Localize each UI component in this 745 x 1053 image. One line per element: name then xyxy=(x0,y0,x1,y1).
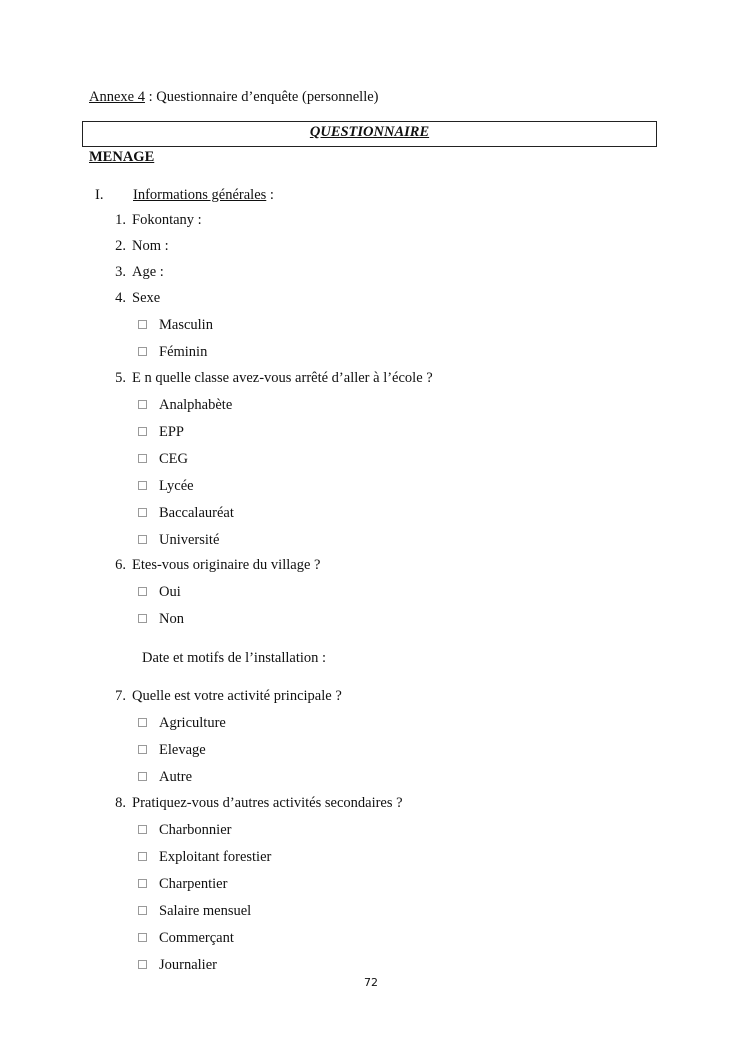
part-title: Informations générales xyxy=(133,187,267,203)
option-label: Salaire mensuel xyxy=(159,903,252,919)
option-label: Féminin xyxy=(159,344,208,360)
checkbox[interactable] xyxy=(138,400,147,409)
option-label: Commerçant xyxy=(159,930,234,946)
option-item[interactable] xyxy=(138,344,207,361)
option-label: Oui xyxy=(159,584,181,600)
option-label: EPP xyxy=(159,424,184,440)
section-label: MENAGE xyxy=(89,149,155,165)
question-number: 2. xyxy=(115,238,126,254)
checkbox[interactable] xyxy=(138,454,147,463)
checkbox[interactable] xyxy=(138,745,147,754)
question-item xyxy=(110,212,202,229)
option-item[interactable] xyxy=(138,849,271,866)
question-number: 3. xyxy=(115,264,126,280)
checkbox[interactable] xyxy=(138,960,147,969)
part-heading xyxy=(95,187,274,204)
checkbox[interactable] xyxy=(138,879,147,888)
option-item[interactable] xyxy=(138,742,206,759)
checkbox[interactable] xyxy=(138,508,147,517)
question-text: Age : xyxy=(132,264,164,280)
page-number: 72 xyxy=(364,976,378,989)
option-label: Lycée xyxy=(159,478,194,494)
option-label: Université xyxy=(159,532,220,548)
question-item xyxy=(110,795,403,812)
annex-heading xyxy=(89,89,379,106)
option-item[interactable] xyxy=(138,424,184,441)
option-item[interactable] xyxy=(138,876,227,893)
question-number: 6. xyxy=(115,557,126,573)
option-label: Analphabète xyxy=(159,397,233,413)
option-label: Autre xyxy=(159,769,193,785)
questionnaire-title: QUESTIONNAIRE xyxy=(309,124,430,140)
option-item[interactable] xyxy=(138,451,188,468)
option-label: Masculin xyxy=(159,317,213,333)
question-number: 4. xyxy=(115,290,126,306)
option-item[interactable] xyxy=(138,611,184,628)
checkbox[interactable] xyxy=(138,906,147,915)
option-item[interactable] xyxy=(138,478,194,495)
part-title-suffix: : xyxy=(266,187,274,203)
option-item[interactable] xyxy=(138,822,231,839)
option-label: Exploitant forestier xyxy=(159,849,272,865)
question-item xyxy=(110,370,433,387)
checkbox[interactable] xyxy=(138,587,147,596)
option-item[interactable] xyxy=(138,903,251,920)
question-number: 8. xyxy=(115,795,126,811)
question-number: 7. xyxy=(115,688,126,704)
option-label: Baccalauréat xyxy=(159,505,234,521)
checkbox[interactable] xyxy=(138,481,147,490)
option-item[interactable] xyxy=(138,317,213,334)
question-text: Etes-vous originaire du village ? xyxy=(132,557,321,573)
question-text: Nom : xyxy=(132,238,169,254)
option-label: CEG xyxy=(159,451,188,467)
checkbox[interactable] xyxy=(138,535,147,544)
installation-note: Date et motifs de l’installation : xyxy=(142,650,327,666)
checkbox[interactable] xyxy=(138,347,147,356)
option-item[interactable] xyxy=(138,930,234,947)
option-item[interactable] xyxy=(138,715,226,732)
option-label: Charpentier xyxy=(159,876,228,892)
option-label: Charbonnier xyxy=(159,822,232,838)
checkbox[interactable] xyxy=(138,718,147,727)
checkbox[interactable] xyxy=(138,320,147,329)
question-item xyxy=(110,557,320,574)
checkbox[interactable] xyxy=(138,933,147,942)
option-item[interactable] xyxy=(138,957,217,974)
checkbox[interactable] xyxy=(138,427,147,436)
question-item xyxy=(110,290,160,307)
checkbox[interactable] xyxy=(138,852,147,861)
option-item[interactable] xyxy=(138,584,181,601)
question-item xyxy=(110,688,342,705)
question-text: Sexe xyxy=(132,290,161,306)
annex-label: Annexe 4 xyxy=(89,89,145,105)
option-item[interactable] xyxy=(138,532,219,549)
option-label: Journalier xyxy=(159,957,217,973)
question-text: Fokontany : xyxy=(132,212,202,228)
question-item xyxy=(110,264,164,281)
question-number: 1. xyxy=(115,212,126,228)
option-label: Agriculture xyxy=(159,715,226,731)
option-item[interactable] xyxy=(138,397,232,414)
question-item xyxy=(110,238,169,255)
annex-title: : Questionnaire d’enquête (personnelle) xyxy=(144,89,379,105)
checkbox[interactable] xyxy=(138,772,147,781)
question-number: 5. xyxy=(115,370,126,386)
question-text: E n quelle classe avez-vous arrêté d’aller à l’école ? xyxy=(132,370,433,386)
question-text: Quelle est votre activité principale ? xyxy=(132,688,342,704)
option-label: Elevage xyxy=(159,742,206,758)
checkbox[interactable] xyxy=(138,825,147,834)
part-numeral: I. xyxy=(95,187,104,203)
question-text: Pratiquez-vous d’autres activités secondaires ? xyxy=(132,795,403,811)
option-item[interactable] xyxy=(138,505,234,522)
option-item[interactable] xyxy=(138,769,192,786)
option-label: Non xyxy=(159,611,184,627)
questionnaire-title-box xyxy=(82,121,657,147)
checkbox[interactable] xyxy=(138,614,147,623)
